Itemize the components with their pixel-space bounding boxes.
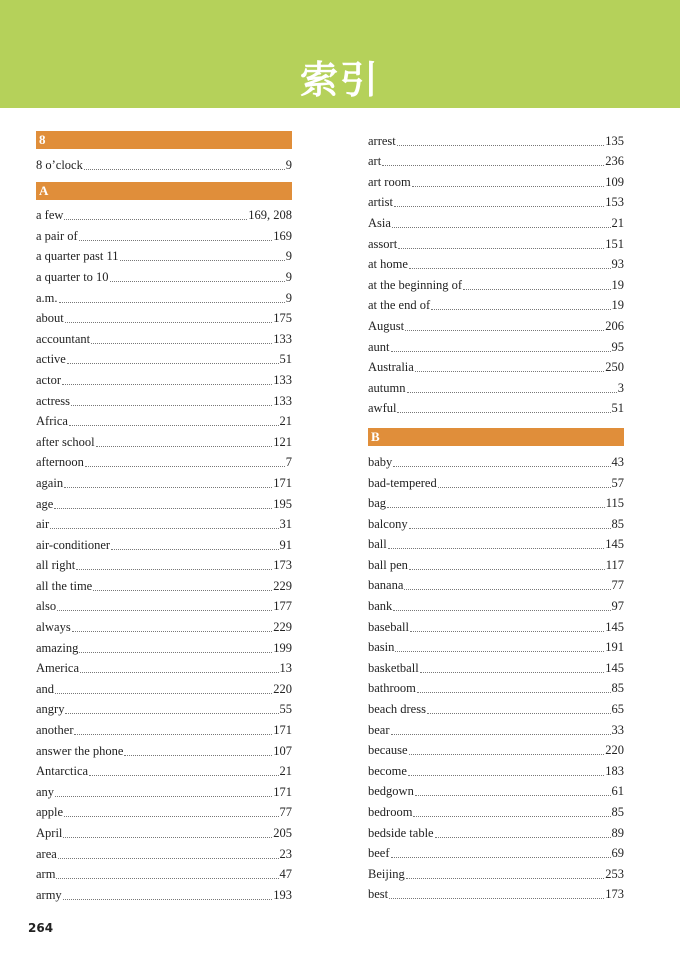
index-page-ref: 77 [611,578,624,593]
index-entry [368,149,624,170]
index-term: at home [368,257,408,272]
dot-leader [67,363,279,364]
index-page-ref: 9 [285,157,292,172]
index-page-ref: 206 [605,318,624,333]
index-page-ref: 21 [279,764,292,779]
index-term: bear [368,722,390,737]
index-page-ref: 65 [611,702,624,717]
index-entry [368,293,624,314]
index-entry [368,313,624,334]
dot-leader [76,569,272,570]
dot-leader [80,672,278,673]
index-entry [36,573,292,594]
dot-leader [57,610,272,611]
index-entry [368,593,624,614]
dot-leader [89,775,278,776]
dot-leader [63,899,273,900]
dot-leader [407,392,617,393]
dot-leader [391,351,611,352]
dot-leader [91,343,272,344]
dot-leader [120,260,285,261]
index-page-ref: 7 [285,455,292,470]
index-entry [36,264,292,285]
index-term: beach dress [368,702,426,717]
index-page-ref: 253 [605,866,624,881]
dot-leader [62,384,272,385]
index-page-ref: 205 [273,826,292,840]
dot-leader [427,713,611,714]
dot-leader [417,692,611,693]
index-entry [368,449,624,470]
dot-leader [79,240,273,241]
index-term: always [36,620,71,635]
index-entry [368,470,624,491]
index-term: army [36,887,62,902]
index-entry [368,676,624,697]
index-entry [368,190,624,211]
index-column-left [36,128,292,903]
index-term: balcony [368,516,408,531]
index-term: bathroom [368,681,416,696]
dot-leader [124,755,272,756]
dot-leader [58,858,279,859]
dot-leader [406,878,604,879]
index-page-ref: 177 [273,599,292,614]
index-entry [36,450,292,471]
index-entry [36,614,292,635]
index-term: answer the phone [36,743,124,758]
index-term: bedgown [368,784,414,799]
index-term: banana [368,578,404,593]
dot-leader [85,466,285,467]
index-page-ref: 85 [611,681,624,696]
index-term: art [368,154,382,169]
index-page-ref: 121 [273,434,292,449]
index-page-ref: 175 [273,311,292,326]
index-page-ref: 153 [605,195,624,210]
index-term: all the time [36,578,93,593]
dot-leader [93,590,272,591]
index-page-ref: 191 [605,640,624,655]
index-term: apple [36,805,64,820]
index-page-ref: 69 [611,846,624,861]
index-page-ref: 85 [611,805,624,819]
index-entry [36,203,292,224]
index-page-ref: 171 [273,784,292,799]
index-term: Antarctica [36,764,89,779]
index-entry [368,169,624,190]
index-entry [36,306,292,327]
index-page-ref: 250 [605,360,624,375]
index-term: arrest [368,133,396,148]
index-page-ref: 220 [605,743,624,758]
index-page-ref: 19 [611,277,624,292]
dot-leader [409,528,611,529]
index-term: Australia [368,360,414,375]
dot-leader [393,466,610,467]
dot-leader [409,569,605,570]
index-page-ref: 77 [279,805,292,820]
section-header: 8 [36,131,292,149]
index-page-ref: 107 [273,743,292,758]
dot-leader [111,549,278,550]
section-header: A [36,182,292,200]
index-page-ref: 13 [279,661,292,676]
index-entry [36,326,292,347]
dot-leader [79,652,272,653]
dot-leader [55,693,272,694]
dot-leader [397,145,604,146]
index-page-ref: 9 [285,269,292,284]
index-entry [36,367,292,388]
index-term: basketball [368,660,419,675]
dot-leader [415,371,604,372]
index-term: at the beginning of [368,277,463,292]
dot-leader [435,837,611,838]
index-entry [368,717,624,738]
index-term: air-conditioner [36,537,111,552]
index-entry [36,738,292,759]
index-entry [368,231,624,252]
dot-leader [65,713,278,714]
index-page-ref: 229 [273,578,292,593]
index-term: autumn [368,380,406,395]
index-page-ref: 183 [605,763,624,778]
index-entry [368,635,624,656]
index-page-ref: 57 [611,475,624,490]
index-page-ref: 43 [611,454,624,469]
index-term: bedside table [368,825,434,840]
index-term: again [36,475,64,490]
index-page-ref: 31 [279,517,292,532]
index-term: bad-tempered [368,475,437,490]
index-term: ball pen [368,557,408,572]
index-term: America [36,661,80,676]
index-term: any [36,784,55,799]
index-entry [368,252,624,273]
index-entry [36,862,292,883]
index-entry [36,470,292,491]
dot-leader [388,548,605,549]
index-page-ref: 236 [605,154,624,169]
index-page-ref: 89 [611,825,624,840]
index-page-ref: 115 [605,496,624,511]
dot-leader [391,734,611,735]
dot-leader [393,610,610,611]
index-page-ref: 47 [279,867,292,882]
index-term: ball [368,537,387,552]
index-page-ref: 85 [611,516,624,531]
index-page-ref: 33 [611,722,624,737]
index-entry [36,697,292,718]
index-page-ref: 51 [279,352,292,367]
index-entry [36,594,292,615]
index-entry [368,355,624,376]
index-entry [368,532,624,553]
dot-leader [394,206,604,207]
section-header: B [368,428,624,446]
index-page-ref: 109 [605,174,624,189]
index-term: all right [36,558,76,573]
index-entry [36,717,292,738]
index-page-ref: 61 [611,784,624,799]
page-number: 264 [28,921,54,935]
index-entry [368,799,624,820]
dot-leader [64,487,272,488]
index-entry [368,375,624,396]
index-entry [368,334,624,355]
index-term: another [36,723,74,738]
index-entry [36,676,292,697]
dot-leader [431,309,610,310]
index-term: and [36,681,55,696]
index-entry [368,779,624,800]
index-term: August [368,318,405,333]
index-page-ref: 21 [279,414,292,429]
index-page-ref: 91 [279,537,292,552]
dot-leader [410,631,604,632]
index-term: after school [36,434,95,449]
index-page-ref: 9 [285,290,292,305]
index-page-ref: 95 [611,339,624,354]
dot-leader [84,169,285,170]
index-term: a few [36,208,64,223]
index-term: age [36,496,54,511]
dot-leader [64,816,278,817]
dot-leader [72,631,273,632]
index-term: angry [36,702,65,717]
index-page-ref: 3 [617,380,624,395]
index-term: a pair of [36,228,78,243]
index-entry [36,841,292,862]
dot-leader [387,507,605,508]
index-entry [368,210,624,231]
dot-leader [438,487,611,488]
index-term: baby [368,454,393,469]
index-page-ref: 145 [605,537,624,552]
index-entry [36,491,292,512]
index-page-ref: 193 [273,887,292,902]
dot-leader [96,446,273,447]
index-entry [368,820,624,841]
index-term: baseball [368,619,409,634]
dot-leader [413,816,610,817]
index-page-ref: 19 [611,298,624,313]
index-term: beef [368,846,390,861]
index-page-ref: 97 [611,599,624,614]
index-term: Asia [368,215,391,230]
index-entry [368,614,624,635]
dot-leader [391,857,611,858]
index-term: April [36,826,63,840]
index-entry [36,882,292,903]
dot-leader [50,528,278,529]
index-term: about [36,311,64,326]
index-entry [36,759,292,780]
index-page-ref: 169 [273,228,292,243]
index-term: assort [368,236,398,251]
dot-leader [71,405,272,406]
index-page-ref: 173 [605,887,624,902]
index-term: Beijing [368,866,405,881]
index-entry [368,511,624,532]
index-term: art room [368,174,411,189]
index-term: become [368,763,407,778]
index-entry [36,152,292,173]
dot-leader [64,219,247,220]
index-term: best [368,887,389,902]
dot-leader [63,837,272,838]
index-term: Africa [36,414,68,429]
index-entry [368,758,624,779]
index-entry [36,388,292,409]
index-column-right [368,128,624,902]
index-page-ref: 195 [273,496,292,511]
index-entry [36,429,292,450]
dot-leader [389,898,604,899]
dot-leader [412,186,605,187]
index-entry [368,841,624,862]
index-page-ref: 23 [279,846,292,861]
index-page-ref: 21 [611,215,624,230]
index-entry [36,635,292,656]
index-term: air [36,517,50,532]
index-entry [36,223,292,244]
index-term: amazing [36,640,79,655]
index-entry [368,272,624,293]
index-entry [368,128,624,149]
index-page-ref: 135 [605,133,624,148]
index-term: also [36,599,57,614]
index-entry [36,532,292,553]
index-term: active [36,352,66,367]
index-page-ref: 229 [273,620,292,635]
dot-leader [463,289,610,290]
dot-leader [420,672,605,673]
index-page-ref: 9 [285,249,292,264]
index-term: actor [36,372,61,387]
dot-leader [397,412,610,413]
index-term: a.m. [36,290,58,305]
index-term: bank [368,599,393,614]
index-entry [36,656,292,677]
index-page-ref: 55 [279,702,292,717]
index-entry [368,738,624,759]
index-page-ref: 220 [273,681,292,696]
index-term: actress [36,393,71,408]
index-page-ref: 133 [273,393,292,408]
index-page-ref: 145 [605,660,624,675]
index-entry [36,553,292,574]
dot-leader [56,878,278,879]
dot-leader [65,322,272,323]
index-entry [36,512,292,533]
index-entry [36,285,292,306]
index-term: afternoon [36,455,84,470]
dot-leader [55,796,272,797]
index-term: area [36,846,57,861]
index-term: a quarter to 10 [36,269,109,284]
index-page-ref: 93 [611,257,624,272]
index-page-ref: 133 [273,372,292,387]
dot-leader [59,302,285,303]
dot-leader [409,268,611,269]
page-title: 索引 [299,58,380,102]
dot-leader [398,248,604,249]
index-page-ref: 145 [605,619,624,634]
index-entry [368,655,624,676]
index-term: basin [368,640,395,655]
index-entry [368,552,624,573]
index-entry [368,696,624,717]
index-entry [368,861,624,882]
index-page-ref: 171 [273,475,292,490]
index-entry [368,396,624,417]
index-page-ref: 173 [273,558,292,573]
index-term: artist [368,195,393,210]
index-entry [36,820,292,841]
dot-leader [110,281,285,282]
index-term: arm [36,867,56,882]
index-page-ref: 199 [273,640,292,655]
index-entry [36,779,292,800]
dot-leader [382,165,604,166]
index-term: bag [368,496,387,511]
index-entry [36,409,292,430]
index-page-ref: 117 [605,557,624,572]
dot-leader [415,795,611,796]
dot-leader [404,589,610,590]
index-page-ref: 51 [611,401,624,416]
index-term: at the end of [368,298,431,313]
dot-leader [54,508,272,509]
index-entry [368,882,624,903]
index-term: 8 o’clock [36,157,83,172]
dot-leader [408,775,604,776]
index-entry [368,491,624,512]
dot-leader [409,754,605,755]
index-term: awful [368,401,397,416]
index-term: bedroom [368,805,413,819]
index-term: because [368,743,408,758]
index-entry [368,573,624,594]
index-page-ref: 169, 208 [248,208,292,223]
dot-leader [74,734,272,735]
index-page-ref: 133 [273,331,292,346]
index-page-ref: 171 [273,723,292,738]
dot-leader [405,330,604,331]
index-entry [36,347,292,368]
index-term: accountant [36,331,91,346]
index-page-ref: 151 [605,236,624,251]
dot-leader [69,425,279,426]
index-entry [36,800,292,821]
index-term: aunt [368,339,390,354]
dot-leader [392,227,611,228]
index-term: a quarter past 11 [36,249,119,264]
dot-leader [395,651,604,652]
index-entry [36,244,292,265]
